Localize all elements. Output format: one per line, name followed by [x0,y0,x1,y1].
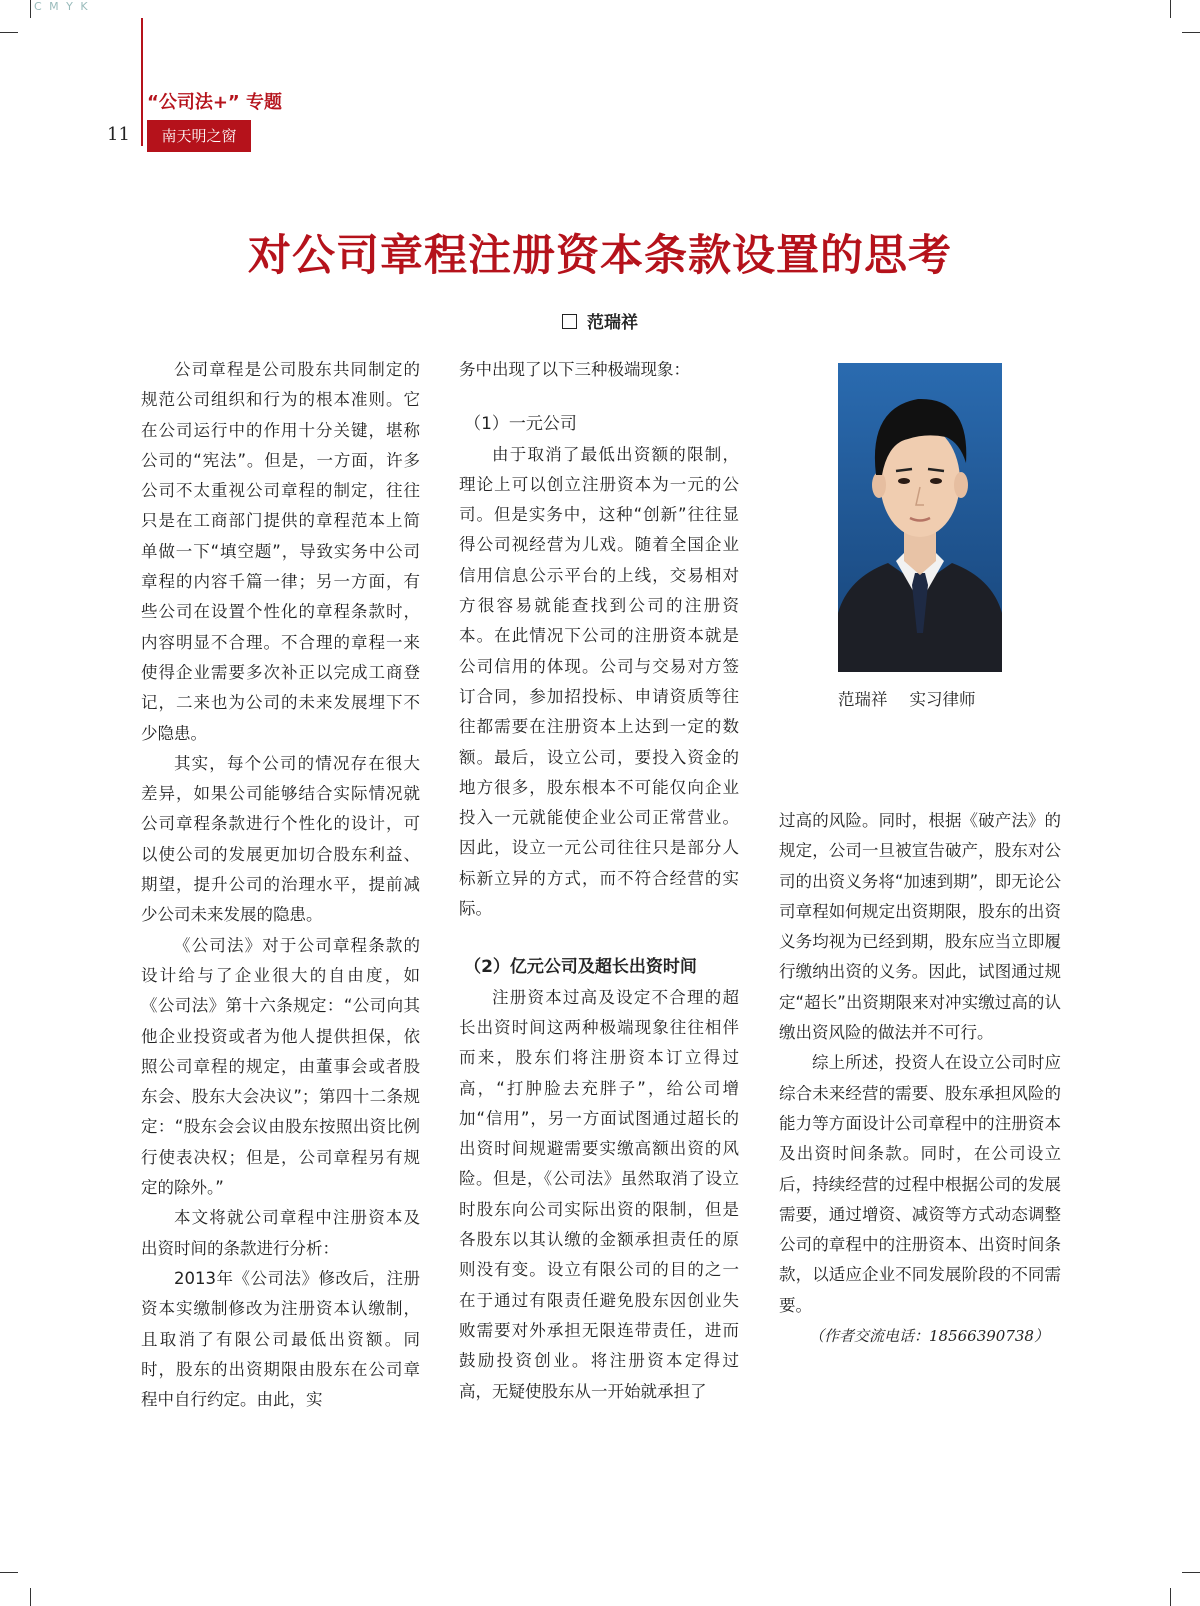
paragraph: 过高的风险。同时，根据《破产法》的规定，公司一旦被宣告破产，股东对公司的出资义务将“加速到期”，即无论公司章程如何规定出资期限，股东的出资义务均视为已经到期，股东应当立即履行缴纳出资的义务。因此，试图通过规定“超长”出资期限来对冲实缴过高的认缴出资风险的做法并不可行。 [779,811,1061,1043]
paragraph: 由于取消了最低出资额的限制，理论上可以创立注册资本为一元的公司。但是实务中，这种“创新”往往显得公司视经营为儿戏。随着全国企业信用信息公示平台的上线，交易相对方很容易就能查找到公司的注册资本。在此情况下公司的注册资本就是公司信用的体现。公司与交易对方签订合同，参加招投标、申请资质等往往都需要在注册资本上达到一定的数额。最后，设立公司，要投入资金的地方很多，股东根本不可能仅向企业投入一元就能使企业公司正常营业。因此，设立一元公司往往只是部分人标新立异的方式，而不符合经营的实际。 [459,444,739,919]
author-photo [838,363,1002,672]
text-column-3 [779,806,1061,1351]
paragraph: 注册资本过高及设定不合理的超长出资时间这两种极端现象往往相伴而来，股东们将注册资本订立得过高，“打肿脸去充胖子”，给公司增加“信用”，另一方面试图通过超长的出资时间规避需要实缴高额出资的风险。但是，《公司法》虽然取消了设立时股东向公司实际出资的限制，但是各股东以其认缴的金额承担责任的原则没有变。设立有限公司的目的之一在于通过有限责任避免股东因创业失败需要对外承担无限连带责任，进而鼓励投资创业。将注册资本定得过高，无疑使股东从一开始就承担了 [459,987,739,1401]
crop-mark [1182,32,1200,33]
square-bullet-icon [562,314,577,329]
paragraph: 综上所述，投资人在设立公司时应综合未来经营的需要、股东承担风险的能力等方面设计公司章程中的注册资本及出资时间条款。同时，在公司设立后，持续经营的过程中根据公司的发展需要，通过增资、减资等方式动态调整公司的章程中的注册资本、出资时间条款，以适应企业不同发展阶段的不同需要。 [779,1053,1061,1315]
crop-mark [1170,1588,1171,1606]
subheading-hundred-million-company: （2）亿元公司及超长出资时间 [464,957,697,978]
portrait-illustration [838,363,1002,672]
caption-role: 实习律师 [909,690,976,709]
crop-mark [30,1588,31,1606]
paragraph: 本文将就公司章程中注册资本及出资时间的条款进行分析： [141,1208,420,1258]
page-number: 11 [107,124,130,145]
crop-mark [1182,1572,1200,1573]
caption-name: 范瑞祥 [838,690,888,709]
photo-caption [838,686,1028,710]
crop-mark [0,1572,18,1573]
cmyk-print-mark: C M Y K [34,0,90,13]
article-title: 对公司章程注册资本条款设置的思考 [248,231,952,281]
text-column-1 [141,355,420,1415]
paragraph: 公司章程是公司股东共同制定的规范公司组织和行为的根本准则。它在公司运行中的作用十分关键，堪称公司的“宪法”。但是，一方面，许多公司不太重视公司章程的制定，往往只是在工商部门提供的章程范本上简单做一下“填空题”，导致实务中公司章程的内容千篇一律；另一方面，有些公司在设置个性化的章程条款时，内容明显不合理。不合理的章程一来使得企业需要多次补正以完成工商登记，二来也为公司的未来发展埋下不少隐患。 [141,360,420,743]
crop-mark [1170,0,1171,18]
topic-label: “公司法+” 专题 [147,92,283,113]
paragraph: 其实，每个公司的情况存在很大差异，如果公司能够结合实际情况就公司章程条款进行个性化的设计，可以使公司的发展更加切合股东利益、期望，提升公司的治理水平，提前减少公司未来发展的隐患。 [141,753,420,925]
crop-mark [30,0,31,18]
section-badge: 南天明之窗 [147,120,251,152]
paragraph: 务中出现了以下三种极端现象： [459,360,690,379]
text-column-2 [459,355,739,1407]
paragraph: 2013年《公司法》修改后，注册资本实缴制修改为注册资本认缴制，且取消了有限公司最低出资额。同时，股东的出资期限由股东在公司章程中自行约定。由此，实 [141,1268,420,1410]
author-contact: （作者交流电话：18566390738） [809,1327,1049,1346]
paragraph: 《公司法》对于公司章程条款的设计给与了企业很大的自由度，如《公司法》第十六条规定：“公司向其他企业投资或者为他人提供担保，依照公司章程的规定，由董事会或者股东会、股东大会决议”；第四十二条规定：“股东会会议由股东按照出资比例行使表决权；但是，公司章程另有规定的除外。” [141,935,420,1198]
author-line [0,308,1200,333]
subheading-one-yuan-company: （1）一元公司 [464,414,577,435]
crop-mark [0,32,18,33]
header-accent-bar [141,18,143,146]
author-name: 范瑞祥 [587,313,638,333]
